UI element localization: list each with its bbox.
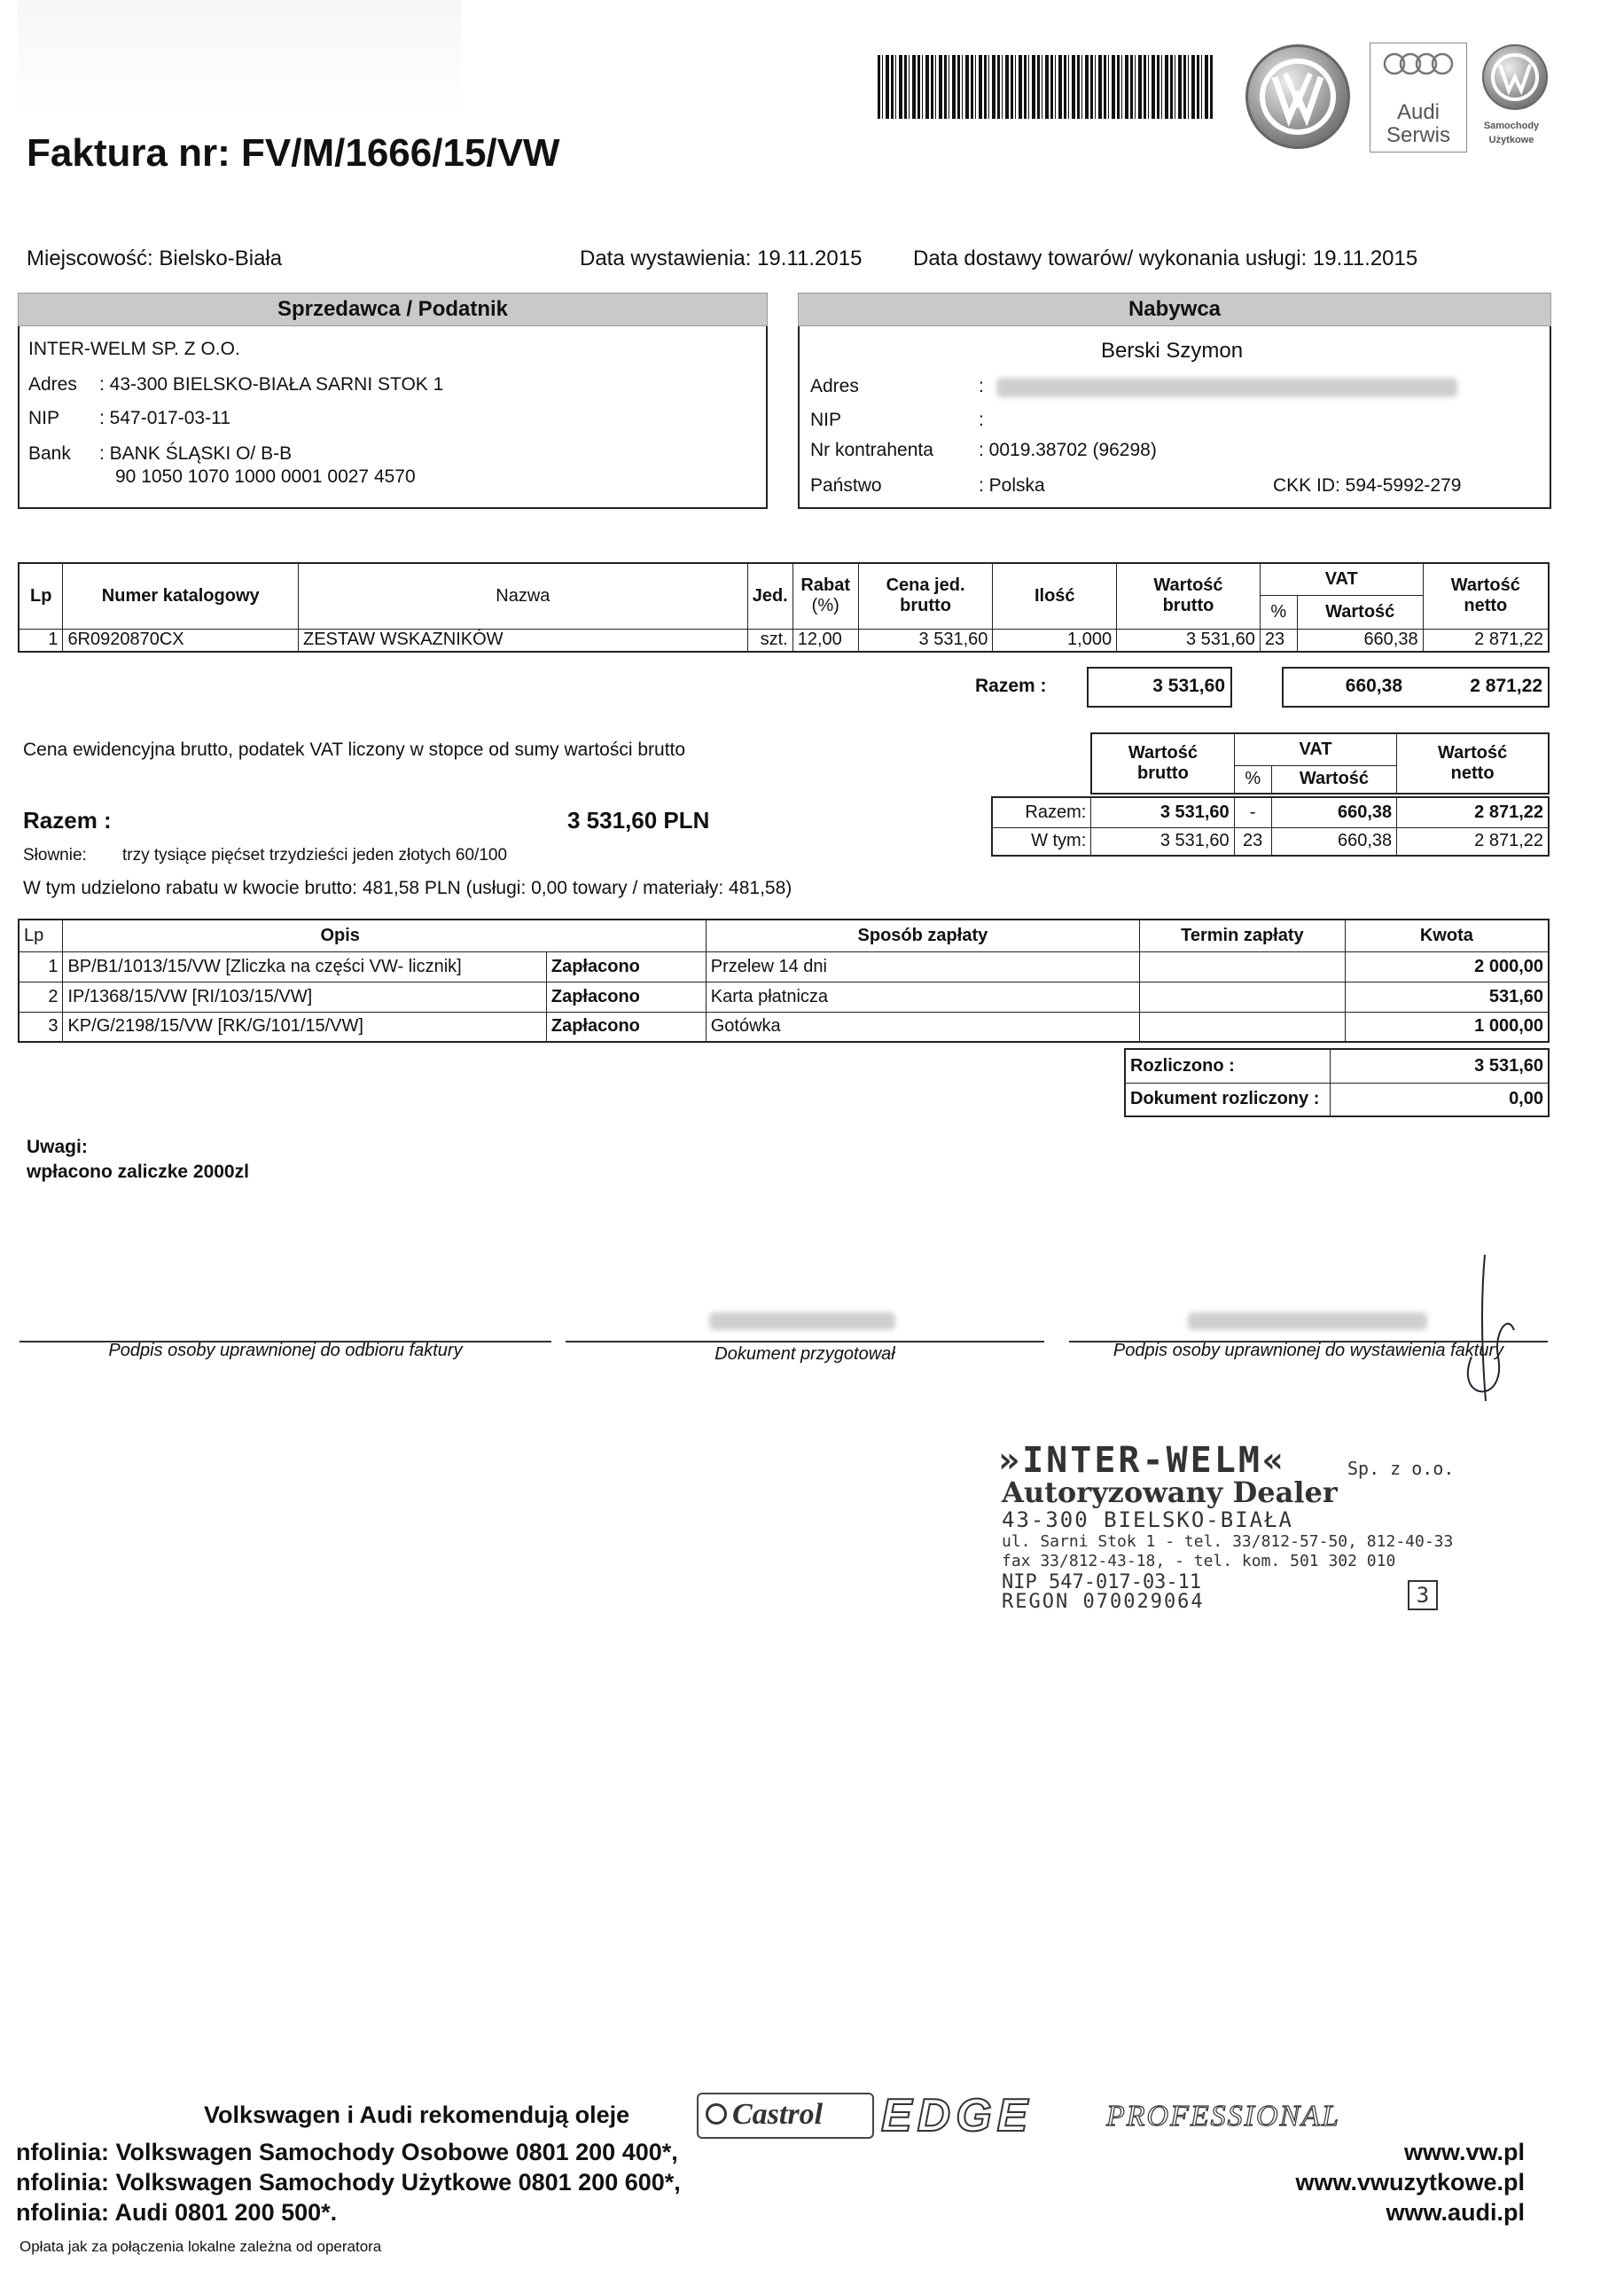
signature-issuer: Podpis osoby uprawnionej do wystawienia faktury: [1113, 1341, 1504, 1360]
vat-row1-pct: -: [1234, 797, 1271, 827]
buyer-contractor: : 0019.38702 (96298): [979, 440, 1157, 460]
footer-web-vwuzytkowe[interactable]: www.vwuzytkowe.pl: [1295, 2169, 1525, 2196]
col-discount: [792, 563, 858, 629]
table-row: [992, 827, 1549, 856]
stamp-number: 3: [1408, 1580, 1438, 1610]
buyer-address-redacted: [996, 378, 1457, 397]
stamp-nip: NIP 547-017-03-11: [1002, 1571, 1202, 1593]
col-catalog: Numer katalogowy: [63, 563, 299, 629]
col-price-line2: brutto: [900, 596, 951, 616]
col-vat-pct: %: [1260, 595, 1297, 629]
seller-heading: Sprzedawca / Podatnik: [18, 293, 768, 326]
pay-status: Zapłacono: [546, 982, 706, 1012]
buyer-country-label: Państwo: [810, 475, 882, 496]
item-name: ZESTAW WSKAZNIKÓW: [298, 629, 747, 652]
buyer-nip: :: [979, 410, 984, 430]
seller-bank-label: Bank: [28, 443, 71, 464]
pay-desc: BP/B1/1013/15/VW [Zliczka na części VW- licznik]: [63, 951, 546, 982]
footer-cost-note: Opłata jak za połączenia lokalne zależna od operatora: [20, 2238, 382, 2255]
audi-rings-icon: [1378, 51, 1458, 77]
pay-amount: 1 000,00: [1345, 1012, 1549, 1042]
vat-row1-net: 2 871,22: [1397, 797, 1549, 827]
summary-total-value: 3 531,60 PLN: [567, 807, 710, 834]
seller-address-label: Adres: [28, 374, 77, 395]
buyer-nip-label: NIP: [810, 410, 842, 430]
vat-row2-vat: 660,38: [1271, 827, 1397, 856]
remarks-text: wpłacono zaliczke 2000zl: [27, 1162, 249, 1182]
stamp-fax: fax 33/812-43-18, - tel. kom. 501 302 010: [1002, 1552, 1396, 1570]
top-left-faded-stamp: [18, 0, 461, 115]
castrol-logo: [697, 2093, 874, 2139]
payments-table: [18, 919, 1550, 1043]
col-gross-line1: Wartość: [1153, 575, 1223, 596]
pay-col-method: Sposób zapłaty: [706, 920, 1139, 951]
item-vat-pct: 23: [1260, 629, 1297, 652]
items-sum-gross: 3 531,60: [1152, 676, 1225, 696]
summary-note: Cena ewidencyjna brutto, podatek VAT liczony w stopce od sumy wartości brutto: [23, 740, 686, 760]
serwis-label: Serwis: [1386, 123, 1450, 147]
item-vat-value: 660,38: [1297, 629, 1423, 652]
settlement-table: [1124, 1048, 1550, 1117]
seller-address: : 43-300 BIELSKO-BIAŁA SARNI STOK 1: [99, 374, 444, 395]
item-lp: 1: [19, 629, 63, 652]
pay-method: Gotówka: [706, 1012, 1139, 1042]
vat-row1-gross: 3 531,60: [1091, 797, 1234, 827]
pay-term: [1140, 951, 1346, 982]
stamp-regon: REGON 070029064: [1002, 1591, 1205, 1613]
table-row: [1125, 1083, 1549, 1116]
pay-col-desc: Opis: [63, 920, 706, 951]
col-name: Nazwa: [298, 563, 747, 629]
col-vat: VAT: [1260, 563, 1423, 595]
footer-hotline-3: nfolinia: Audi 0801 200 500*.: [16, 2199, 338, 2226]
table-row: [19, 1012, 1549, 1042]
seller-nip-label: NIP: [28, 408, 60, 428]
pay-lp: 3: [19, 1012, 63, 1042]
buyer-name: Berski Szymon: [1101, 339, 1244, 363]
item-discount: 12,00: [792, 629, 858, 652]
pay-col-amount: Kwota: [1345, 920, 1549, 951]
summary-total-label: Razem :: [23, 807, 112, 834]
vat-col-net-line1: Wartość: [1438, 743, 1508, 763]
item-catalog: 6R0920870CX: [63, 629, 299, 652]
vat-summary-table: [1090, 732, 1550, 794]
seller-bank: : BANK ŚLĄSKI O/ B-B: [99, 443, 293, 464]
vat-col-net: [1397, 733, 1549, 794]
barcode: [878, 55, 1213, 119]
professional-logo: PROFESSIONAL: [1106, 2100, 1340, 2133]
col-gross: [1117, 563, 1261, 629]
delivery-date: Data dostawy towarów/ wykonania usługi: 19.11.2015: [913, 247, 1418, 270]
item-gross: 3 531,60: [1117, 629, 1261, 652]
vw-used-label-1: Samochody: [1483, 121, 1540, 131]
pay-desc: IP/1368/15/VW [RI/103/15/VW]: [63, 982, 546, 1012]
footer-web-vw[interactable]: www.vw.pl: [1403, 2139, 1525, 2165]
castrol-label: Castrol: [732, 2098, 824, 2131]
col-price-line1: Cena jed.: [886, 575, 965, 596]
stamp-city: 43-300 BIELSKO-BIAŁA: [1002, 1507, 1293, 1532]
remarks-label: Uwagi:: [27, 1137, 88, 1157]
pay-col-lp: Lp: [19, 920, 63, 951]
audi-service-logo: [1370, 43, 1467, 153]
invoice-title: Faktura nr: FV/M/1666/15/VW: [27, 131, 560, 175]
pay-status: Zapłacono: [546, 1012, 706, 1042]
castrol-logo-icon: [706, 2103, 727, 2125]
seller-name: INTER-WELM SP. Z O.O.: [28, 339, 240, 359]
issue-date: Data wystawienia: 19.11.2015: [580, 247, 863, 270]
col-vat-value: Wartość: [1297, 595, 1423, 629]
pay-lp: 2: [19, 982, 63, 1012]
vat-row1-label: Razem:: [992, 797, 1091, 827]
vat-col-net-line2: netto: [1450, 763, 1495, 783]
pay-status: Zapłacono: [546, 951, 706, 982]
vat-row2-label: W tym:: [992, 827, 1091, 856]
vw-logo-icon: [1245, 44, 1350, 149]
summary-words-label: Słownie:: [23, 846, 87, 865]
vat-row2-net: 2 871,22: [1397, 827, 1549, 856]
vw-used-logo-icon: [1482, 44, 1548, 110]
table-row: [1125, 1049, 1549, 1083]
pay-lp: 1: [19, 951, 63, 982]
col-discount-line1: Rabat: [800, 575, 850, 596]
buyer-address-label: Adres: [810, 376, 859, 396]
signature-receiver: Podpis osoby uprawnionej do odbioru faktury: [108, 1341, 463, 1360]
stamp-dealer: Autoryzowany Dealer: [1002, 1476, 1338, 1509]
table-row: [19, 951, 1549, 982]
items-table: [18, 562, 1550, 653]
vat-row2-gross: 3 531,60: [1091, 827, 1234, 856]
stamp-company-form: Sp. z o.o.: [1347, 1458, 1455, 1479]
buyer-contractor-label: Nr kontrahenta: [810, 440, 933, 460]
items-sum-vat: 660,38: [1345, 676, 1402, 696]
col-discount-line2: (%): [811, 596, 839, 616]
table-row: [19, 629, 1549, 652]
col-net: [1423, 563, 1549, 629]
col-lp: Lp: [19, 563, 63, 629]
item-net: 2 871,22: [1423, 629, 1549, 652]
pay-method: Karta płatnicza: [706, 982, 1139, 1012]
signature-prepared: Dokument przygotował: [714, 1344, 895, 1364]
buyer-country: : Polska: [979, 475, 1045, 496]
vat-col-gross-line1: Wartość: [1128, 743, 1198, 763]
pay-col-term: Termin zapłaty: [1140, 920, 1346, 951]
vat-col-gross: [1091, 733, 1234, 794]
item-unit: szt.: [747, 629, 792, 652]
col-unit: Jed.: [747, 563, 792, 629]
doc-settled-value: 0,00: [1330, 1083, 1549, 1116]
col-net-line1: Wartość: [1450, 575, 1520, 596]
item-price: 3 531,60: [858, 629, 993, 652]
buyer-heading: Nabywca: [798, 293, 1551, 326]
buyer-address: :: [979, 376, 984, 396]
summary-words: trzy tysiące pięćset trzydzieści jeden złotych 60/100: [122, 846, 508, 865]
doc-settled-label: Dokument rozliczony :: [1125, 1083, 1330, 1116]
table-row: [19, 982, 1549, 1012]
handwritten-signature-icon: [1445, 1250, 1525, 1414]
vat-row1-vat: 660,38: [1271, 797, 1397, 827]
footer-hotline-1: nfolinia: Volkswagen Samochody Osobowe 0801 200 400*,: [16, 2139, 678, 2165]
vw-used-label-2: Użytkowe: [1488, 135, 1534, 145]
summary-discount-line: W tym udzielono rabatu w kwocie brutto: 481,58 PLN (usługi: 0,00 towary / materiały: 481,58): [23, 878, 792, 898]
vat-row2-pct: 23: [1234, 827, 1271, 856]
items-sum-net: 2 871,22: [1470, 676, 1542, 696]
pay-amount: 531,60: [1345, 982, 1549, 1012]
seller-nip: : 547-017-03-11: [99, 408, 230, 428]
footer-recommend: Volkswagen i Audi rekomendują oleje: [204, 2102, 630, 2128]
seller-bank-account: 90 1050 1070 1000 0001 0027 4570: [115, 466, 416, 487]
edge-logo: EDGE: [881, 2090, 1034, 2141]
vat-col-pct: %: [1234, 765, 1271, 794]
table-row: [992, 797, 1549, 827]
stamp-company: »INTER-WELM«: [998, 1440, 1286, 1481]
vat-col-gross-line2: brutto: [1137, 763, 1189, 783]
pay-term: [1140, 1012, 1346, 1042]
col-gross-line2: brutto: [1162, 596, 1214, 616]
pay-desc: KP/G/2198/15/VW [RK/G/101/15/VW]: [63, 1012, 546, 1042]
pay-method: Przelew 14 dni: [706, 951, 1139, 982]
vat-col-vat: VAT: [1234, 733, 1396, 765]
vat-col-val: Wartość: [1271, 765, 1397, 794]
stamp-street: ul. Sarni Stok 1 - tel. 33/812-57-50, 812-40-33: [1002, 1532, 1454, 1551]
pay-amount: 2 000,00: [1345, 951, 1549, 982]
col-price: [858, 563, 993, 629]
settled-label: Rozliczono :: [1125, 1049, 1330, 1083]
vat-summary-rows: [991, 796, 1550, 857]
place: Miejscowość: Bielsko-Biała: [27, 247, 283, 270]
signature-line-prepared: [566, 1341, 1044, 1342]
issuer-redacted: [1188, 1312, 1427, 1330]
items-sum-label: Razem :: [975, 676, 1047, 696]
footer-hotline-2: nfolinia: Volkswagen Samochody Użytkowe 0801 200 600*,: [16, 2169, 681, 2196]
item-qty: 1,000: [993, 629, 1117, 652]
col-net-line2: netto: [1464, 596, 1508, 616]
settled-value: 3 531,60: [1330, 1049, 1549, 1083]
prepared-by-redacted: [709, 1312, 895, 1330]
buyer-ckk: CKK ID: 594-5992-279: [1273, 475, 1462, 496]
pay-term: [1140, 982, 1346, 1012]
audi-label: Audi: [1396, 100, 1441, 124]
footer-web-audi[interactable]: www.audi.pl: [1386, 2199, 1525, 2226]
col-qty: Ilość: [993, 563, 1117, 629]
